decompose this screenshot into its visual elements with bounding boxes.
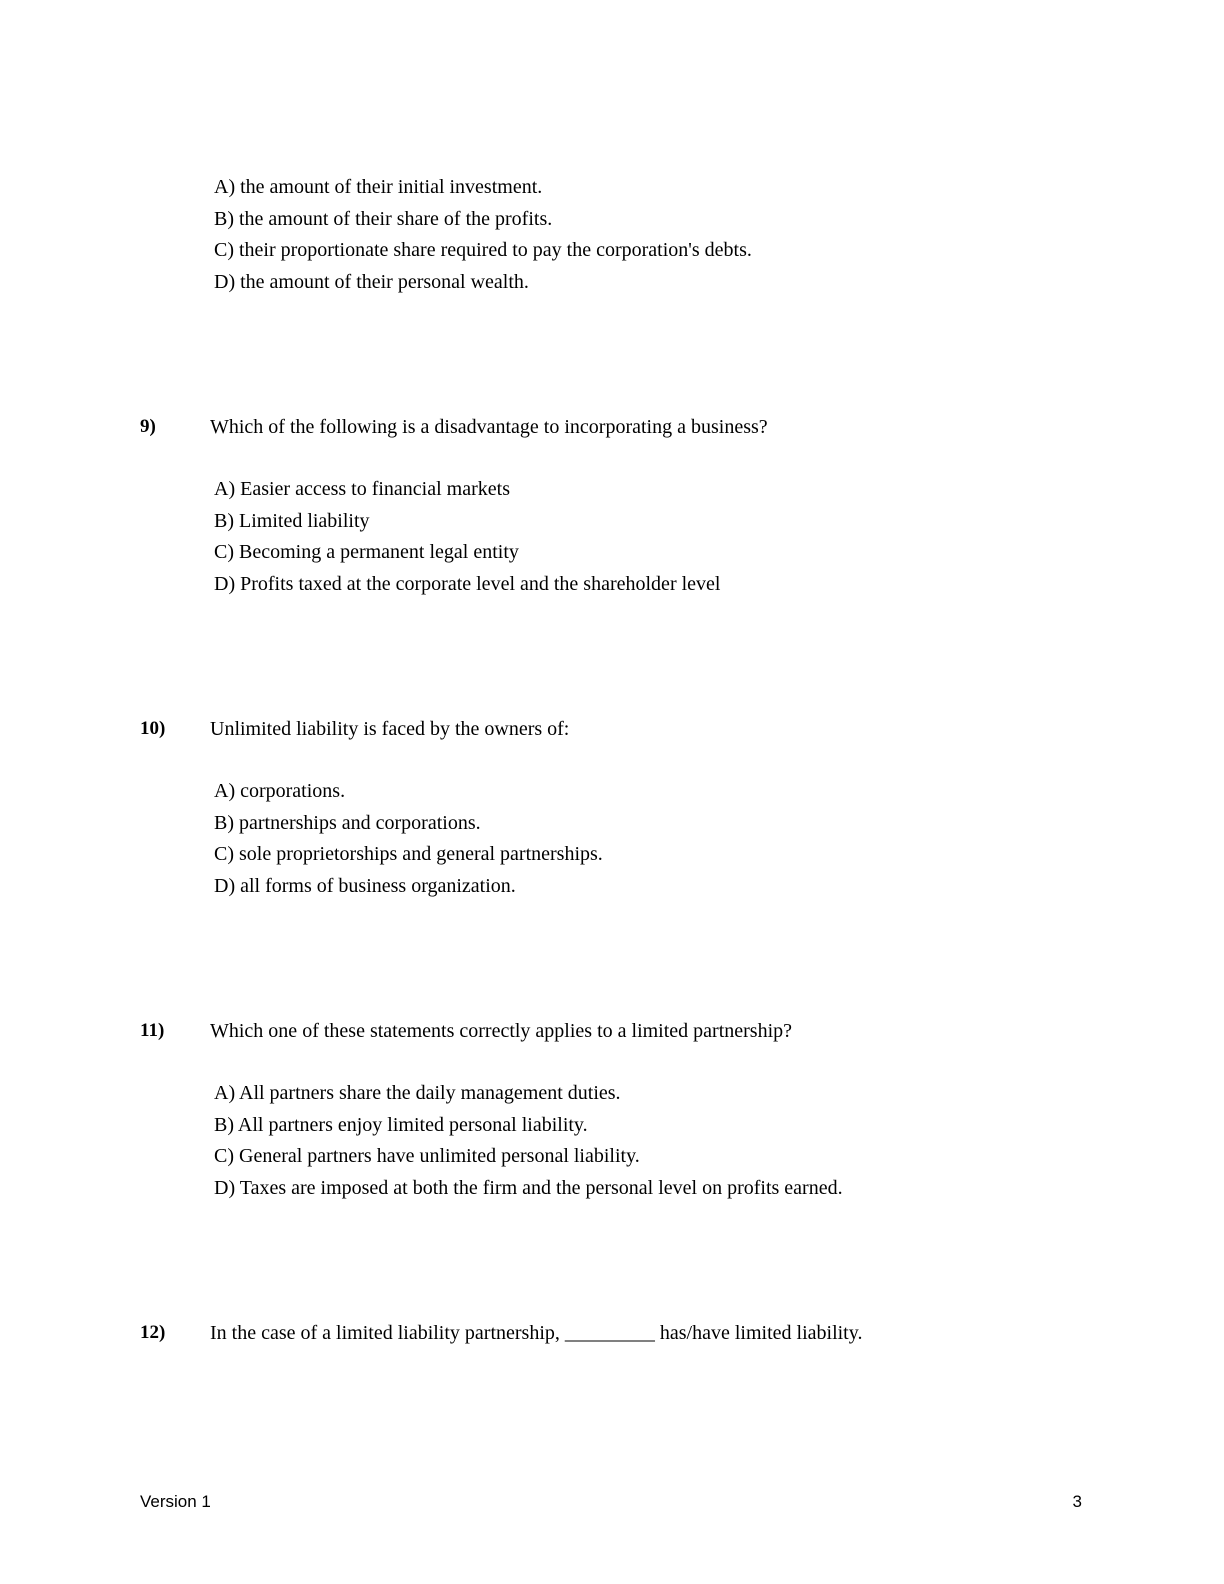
page-number: 3 [1072,1492,1082,1511]
question-text: Which one of these statements correctly applies to a limited partnership? [210,1020,793,1042]
choice-option: D) Profits taxed at the corporate level and the shareholder level [214,572,721,595]
question-text: In the case of a limited liability partnership, _________ has/have limited liability. [210,1322,863,1344]
choice-option: C) Becoming a permanent legal entity [214,541,519,563]
choice-list [214,776,1224,902]
page-footer [0,1492,1224,1516]
choice-option: C) General partners have unlimited personal liability. [214,1145,640,1167]
choice-option: D) all forms of business organization. [214,874,516,897]
continued-choices [0,172,1224,298]
question-10 [0,714,1224,902]
choice-option: B) the amount of their share of the profits. [214,207,553,230]
choice-option: D) Taxes are imposed at both the firm and the personal level on profits earned. [214,1176,843,1199]
choice-option: A) the amount of their initial investment. [214,176,543,198]
question-text: Unlimited liability is faced by the owners of: [210,718,570,740]
question-12 [0,1318,1224,1348]
question-header [0,1016,1224,1046]
question-number: 11) [140,1020,165,1041]
choice-option: B) All partners enjoy limited personal liability. [214,1113,588,1136]
question-header [0,1318,1224,1348]
choice-option: D) the amount of their personal wealth. [214,270,529,293]
version-label: Version 1 [140,1492,211,1511]
choice-option: B) partnerships and corporations. [214,811,481,834]
choice-option: A) All partners share the daily management duties. [214,1082,621,1104]
choice-option: C) sole proprietorships and general partnerships. [214,843,603,865]
choice-option: A) Easier access to financial markets [214,478,510,500]
choice-option: A) corporations. [214,780,346,802]
choice-list [214,474,1224,600]
choice-list [214,1078,1224,1204]
question-text: Which of the following is a disadvantage to incorporating a business? [210,416,768,438]
question-11 [0,1016,1224,1204]
question-header [0,412,1224,442]
choice-option: B) Limited liability [214,509,370,532]
question-header [0,714,1224,744]
question-number: 10) [140,718,166,739]
question-number: 12) [140,1322,166,1343]
choice-option: C) their proportionate share required to pay the corporation's debts. [214,239,752,261]
choice-list [214,172,1224,298]
question-9 [0,412,1224,600]
question-number: 9) [140,416,156,437]
